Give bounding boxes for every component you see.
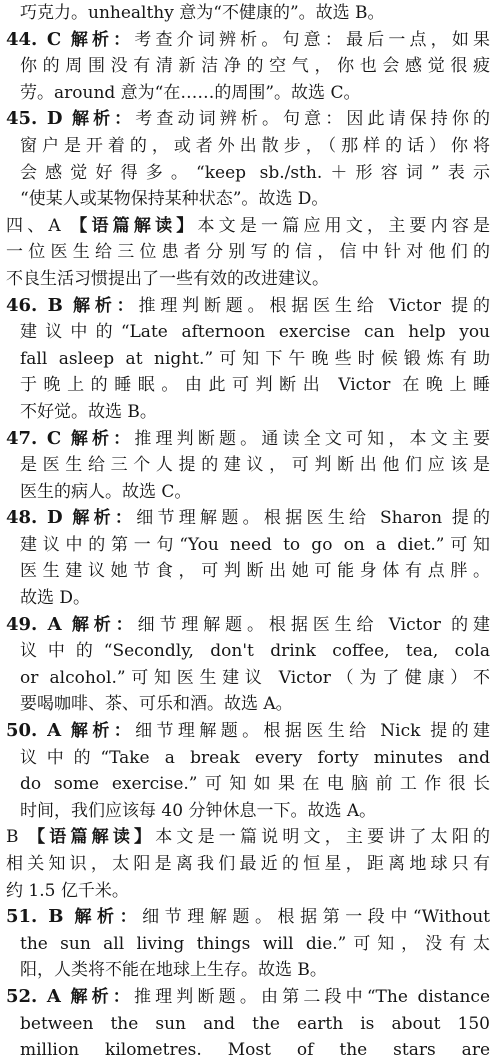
passage-interpretation-tag: 【语篇解读】: [28, 827, 156, 848]
analysis-label: 解析：: [70, 29, 135, 50]
section-text: 本文是一篇说明文，主要讲了太阳的: [155, 827, 490, 848]
answer-item-line: [6, 27, 490, 54]
explanation-text: 推理判断题。通读全文可知，本文主要: [134, 428, 490, 449]
analysis-label: 解析：: [70, 721, 136, 742]
explanation-text: 细节理解题。根据医生给 Sharon 提的: [136, 508, 490, 529]
analysis-label: 解析：: [73, 295, 139, 316]
explanation-text: 推理判断题。根据医生给 Victor 提的: [138, 295, 490, 316]
text-line: 约 1.5 亿千米。: [6, 880, 129, 901]
text-line: 议中的“Secondly, don't drink coffee, tea, cola: [20, 641, 490, 662]
text-line: the sun all living things will die.”可知，没有太: [20, 933, 490, 954]
text-line: 你的周围没有清新洁净的空气，你也会感觉很疲: [20, 56, 490, 77]
answer-letter: B: [48, 906, 64, 928]
answer-letter: C: [46, 427, 62, 449]
text-line: 于晚上的睡眠。由此可判断出 Victor 在晚上睡: [20, 375, 490, 396]
section-heading-line: [6, 213, 490, 240]
question-number: 49.: [6, 613, 38, 635]
text-line: 阳，人类将不能在地球上生存。故选 B。: [20, 960, 327, 981]
analysis-label: 解析：: [74, 907, 143, 928]
question-number: 46.: [6, 294, 38, 316]
text-line: 医生建议她节食，可判断出她可能身体有点胖。: [20, 561, 490, 582]
answer-letter: A: [46, 985, 61, 1007]
text-line: 议中的“Take a break every forty minutes and: [20, 747, 490, 768]
text-line: 医生的病人。故选 C。: [20, 481, 192, 502]
explanation-text: 细节理解题。根据第一段中“Without: [142, 907, 490, 928]
question-number: 47.: [6, 427, 38, 449]
section-heading-line: [6, 824, 490, 851]
text-line: do some exercise.”可知如果在电脑前工作很长: [20, 774, 490, 795]
text-line: 是医生给三个人提的建议，可判断出他们应该是: [20, 455, 490, 476]
text-line: 故选 D。: [20, 588, 91, 609]
answer-item-line: [6, 293, 490, 320]
answer-item-line: [6, 904, 490, 931]
text-line: “使某人或某物保持某种状态”。故选 D。: [20, 189, 329, 210]
analysis-label: 解析：: [71, 109, 136, 130]
text-line: 一位医生给三位患者分别写的信，信中针对他们的: [6, 242, 490, 263]
text-line: million kilometres. Most of the stars are: [20, 1040, 490, 1061]
analysis-label: 解析：: [72, 508, 137, 529]
question-number: 48.: [6, 507, 38, 529]
text-line: 窗户是开着的，或者外出散步，（那样的话）你将: [20, 135, 490, 156]
text-line: 时间，我们应该每 40 分钟休息一下。故选 A。: [20, 800, 377, 821]
answer-item-line: [6, 106, 490, 133]
section-prefix: B: [6, 827, 29, 848]
question-number: 45.: [6, 108, 38, 130]
explanation-text: 考查介词辨析。句意：最后一点，如果: [134, 29, 490, 50]
passage-interpretation-tag: 【语篇解读】: [70, 215, 198, 236]
text-line: 不良生活习惯提出了一些有效的改进建议。: [6, 268, 329, 289]
answer-item-line: [6, 426, 490, 453]
answer-letter: C: [46, 28, 62, 50]
answer-letter: D: [47, 507, 63, 529]
explanation-text: 考查动词辨析。句意：因此请保持你的: [135, 109, 490, 130]
question-number: 50.: [6, 720, 38, 742]
explanation-text: 细节理解题。根据医生给 Victor 的建: [137, 614, 490, 635]
section-text: 本文是一篇应用文，主要内容是: [197, 215, 490, 236]
answer-letter: A: [47, 720, 62, 742]
text-line: or alcohol.”可知医生建议 Victor（为了健康）不: [20, 667, 490, 688]
answer-item-line: [6, 612, 490, 639]
text-line: 巧克力。unhealthy 意为“不健康的”。故选 B。: [20, 3, 385, 23]
section-prefix: 四、A: [6, 215, 71, 236]
text-line: 建议中的“Late afternoon exercise can help you: [20, 322, 490, 343]
explanation-text: 推理判断题。由第二段中“The distance: [133, 986, 490, 1007]
answer-item-line: [6, 984, 490, 1011]
text-line: 建议中的第一句“You need to go on a diet.”可知: [20, 534, 490, 555]
answer-item-line: [6, 718, 490, 745]
analysis-label: 解析：: [71, 614, 138, 635]
answer-letter: D: [46, 108, 63, 130]
question-number: 44.: [6, 28, 38, 50]
text-line: 不好觉。故选 B。: [20, 401, 157, 422]
explanation-text: 细节理解题。根据医生给 Nick 提的建: [135, 721, 490, 742]
analysis-label: 解析：: [70, 986, 134, 1007]
analysis-label: 解析：: [70, 428, 135, 449]
text-line: 会感觉好得多。“keep sb./sth.＋形容词”表示: [20, 162, 490, 183]
answer-letter: B: [47, 294, 63, 316]
text-line: 相关知识，太阳是离我们最近的恒星，距离地球只有: [6, 854, 490, 874]
question-number: 51.: [6, 906, 38, 928]
text-line: 要喝咖啡、茶、可乐和酒。故选 A。: [20, 694, 293, 715]
question-number: 52.: [6, 985, 38, 1007]
text-line: fall asleep at night.”可知下午晚些时候锻炼有助: [20, 348, 490, 369]
text-line: between the sun and the earth is about 150: [20, 1013, 490, 1034]
answer-letter: A: [47, 613, 62, 635]
text-line: 劳。around 意为“在……的周围”。故选 C。: [20, 82, 361, 103]
answer-item-line: [6, 505, 490, 532]
